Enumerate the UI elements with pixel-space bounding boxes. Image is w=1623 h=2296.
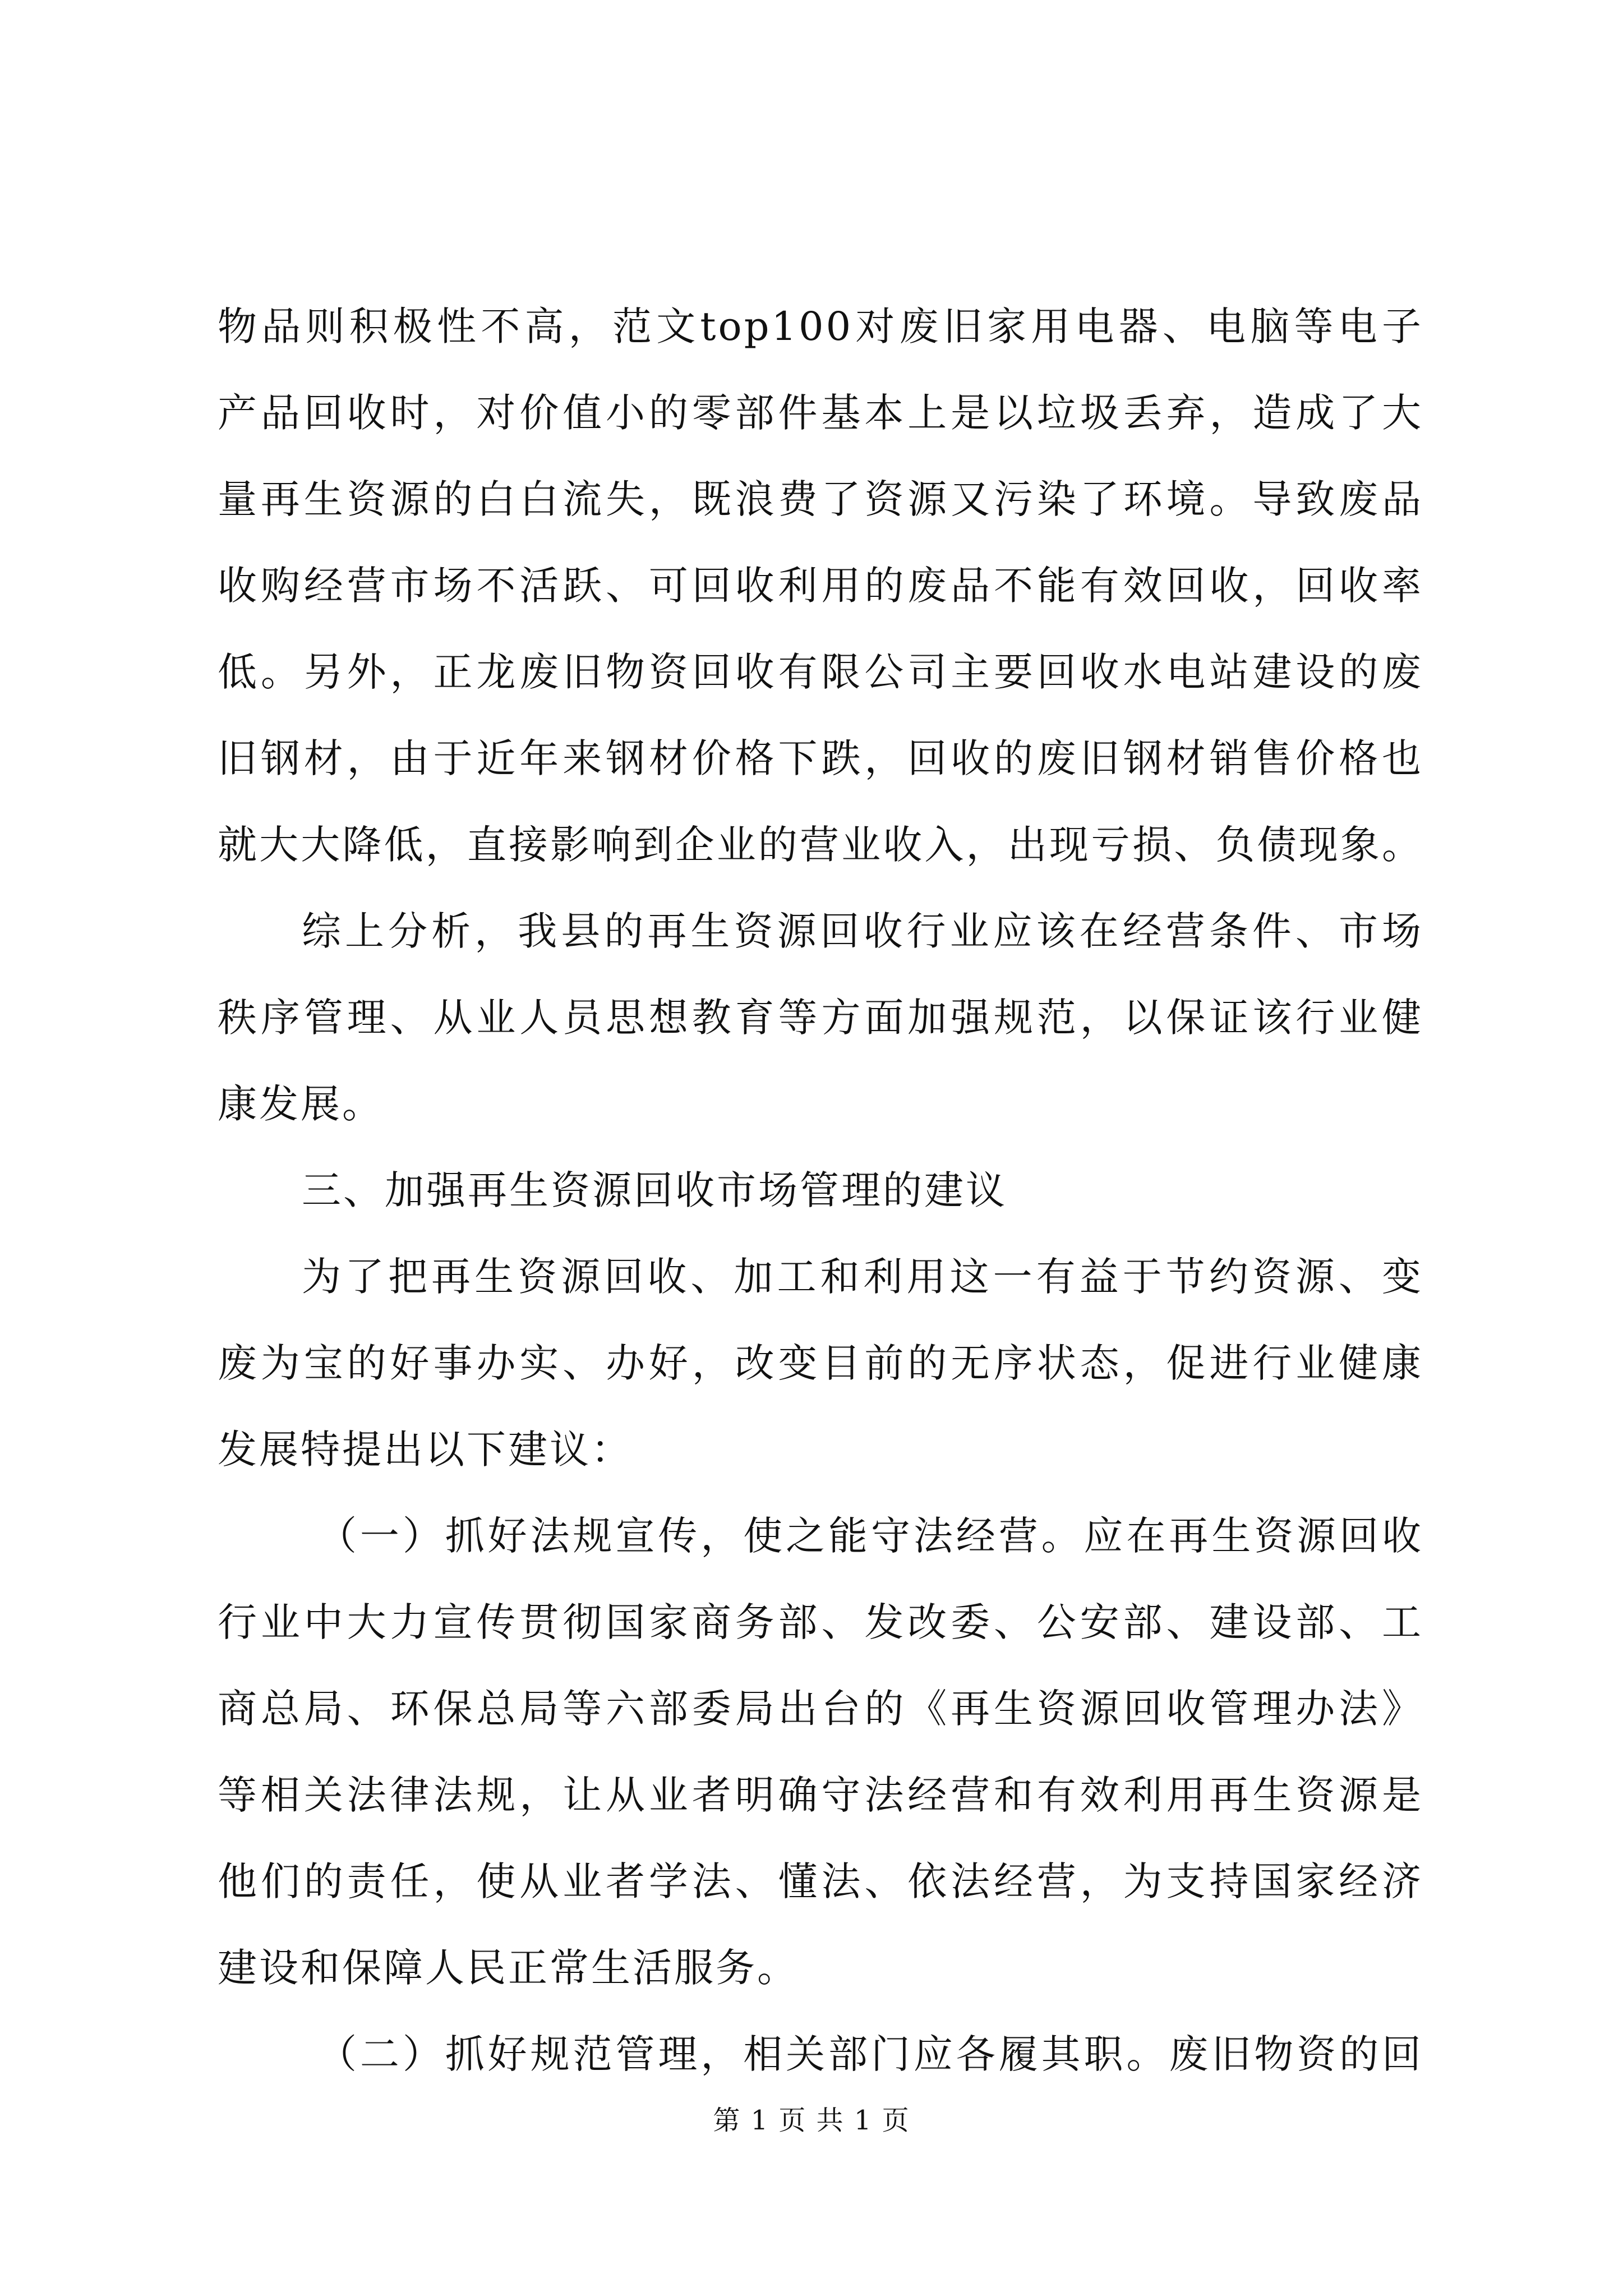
text-line: 产品回收时，对价值小的零部件基本上是以垃圾丢弃，造成了大: [218, 390, 1423, 436]
paragraph-first-line: 综上分析，我县的再生资源回收行业应该在经营条件、市场: [302, 908, 1423, 954]
text-line: 发展特提出以下建议：: [218, 1427, 633, 1473]
text-line: 等相关法律法规，让从业者明确守法经营和有效利用再生资源是: [218, 1772, 1423, 1818]
paragraph-first-line: （二）抓好规范管理，相关部门应各履其职。废旧物资的回: [317, 2031, 1423, 2077]
body-text: [218, 283, 1423, 2097]
paragraph-first-line: 为了把再生资源回收、加工和利用这一有益于节约资源、变: [302, 1254, 1423, 1300]
text-line: 低。另外，正龙废旧物资回收有限公司主要回收水电站建设的废: [218, 649, 1423, 695]
page-footer: 第 1 页 共 1 页: [713, 2105, 910, 2136]
text-line: 旧钢材，由于近年来钢材价格下跌，回收的废旧钢材销售价格也: [218, 735, 1423, 781]
paragraph-first-line: （一）抓好法规宣传，使之能守法经营。应在再生资源回收: [317, 1513, 1423, 1559]
text-line: 商总局、环保总局等六部委局出台的《再生资源回收管理办法》: [218, 1686, 1423, 1732]
text-line: 行业中大力宣传贯彻国家商务部、发改委、公安部、建设部、工: [218, 1599, 1423, 1645]
text-line: 就大大降低，直接影响到企业的营业收入，出现亏损、负债现象。: [218, 822, 1423, 868]
text-line: 康发展。: [218, 1081, 384, 1127]
text-line: 量再生资源的白白流失，既浪费了资源又污染了环境。导致废品: [218, 476, 1423, 522]
text-line: 收购经营市场不活跃、可回收利用的废品不能有效回收，回收率: [218, 563, 1423, 609]
text-line: 他们的责任，使从业者学法、懂法、依法经营，为支持国家经济: [218, 1858, 1423, 1904]
section-heading: 三、加强再生资源回收市场管理的建议: [302, 1167, 1007, 1213]
text-line: 物品则积极性不高，范文top100对废旧家用电器、电脑等电子: [218, 303, 1423, 349]
text-line: 废为宝的好事办实、办好，改变目前的无序状态，促进行业健康: [218, 1340, 1423, 1386]
text-line: 建设和保障人民正常生活服务。: [218, 1945, 799, 1991]
text-line: 秩序管理、从业人员思想教育等方面加强规范，以保证该行业健: [218, 995, 1423, 1041]
